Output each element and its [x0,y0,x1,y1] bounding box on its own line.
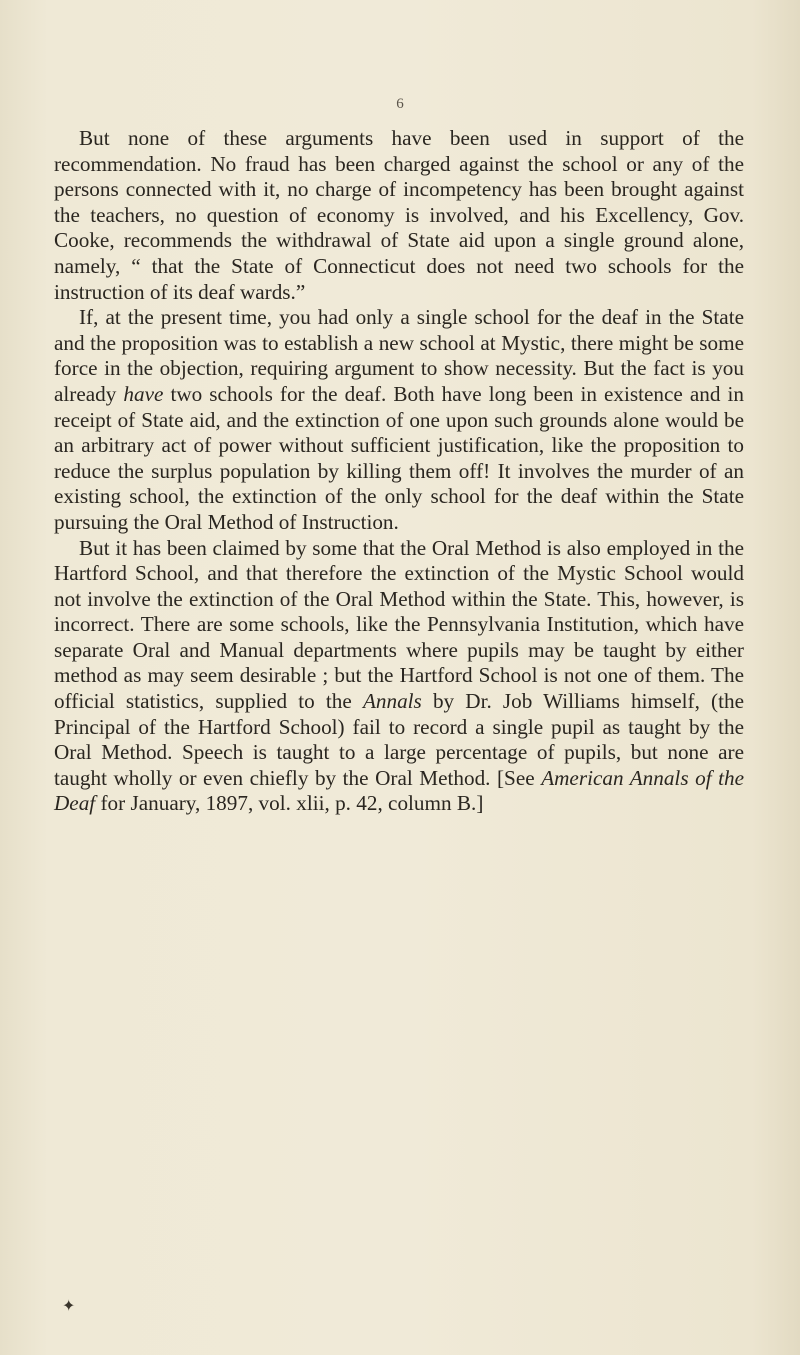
emphasis-annals: Annals [362,689,422,714]
page-number: 6 [396,96,404,112]
paragraph-3-text-b: by Dr. Job Williams himself, (the Principal of the Hartford School) fail to record a single pupil as taught by the Oral Method. Speech is taught to a large percentage of pupils, but none are taught wholly or even chiefly by the Oral Method. [See [54,689,744,790]
paragraph-3-text-a: But it has been claimed by some that the Oral Method is also employed in the Hartford School, and that therefore the extinction of the Mystic School would not involve the extinction of the Oral Method within the State. This, however, is incorrect. There are some schools, like the Pennsylvania Institution, which have separate Oral and Manual departments where pupils may be taught by either method as may seem desirable ; but the Hartford School is not one of them. The official statistics, supplied to the [54,535,744,714]
paragraph-2-text-a: If, at the present time, you had only a single school for the deaf in the State and the proposition was to establish a new school at Mystic, there might be some force in the objection, requiring argument to show necessity. But the fact is you already [54,305,744,406]
paragraph-3-text-c: for January, 1897, vol. xlii, p. 42, column B.] [95,791,484,816]
paragraph-2-text-b: two schools for the deaf. Both have long been in existence and in receipt of State aid, and the extinction of one upon such grounds alone would be an arbitrary act of power without sufficient justification, like the proposition to reduce the surplus population by killing them off! It involves the murder of an existing school, the extinction of the only school for the deaf within the State pursuing the Oral Method of Instruction. [54,381,745,534]
paragraph-1: But none of these arguments have been used in support of the recommendation. No fraud has been charged against the school or any of the persons connected with it, no charge of incompetency has been brought against the teachers, no question of economy is involved, and his Excellency, Gov. Cooke, recommends the withdrawal of State aid upon a single ground alone, namely, “ that the State of Connecticut does not need two schools for the instruction of its deaf wards.” [54,126,744,304]
paragraph-3 [54,536,744,818]
paragraph-2 [54,305,744,535]
body-text [54,126,744,817]
printer-mark-icon: ✦ [62,1298,76,1315]
emphasis-have: have [123,381,164,406]
emphasis-journal-title: American Annals of the Deaf [54,765,744,816]
